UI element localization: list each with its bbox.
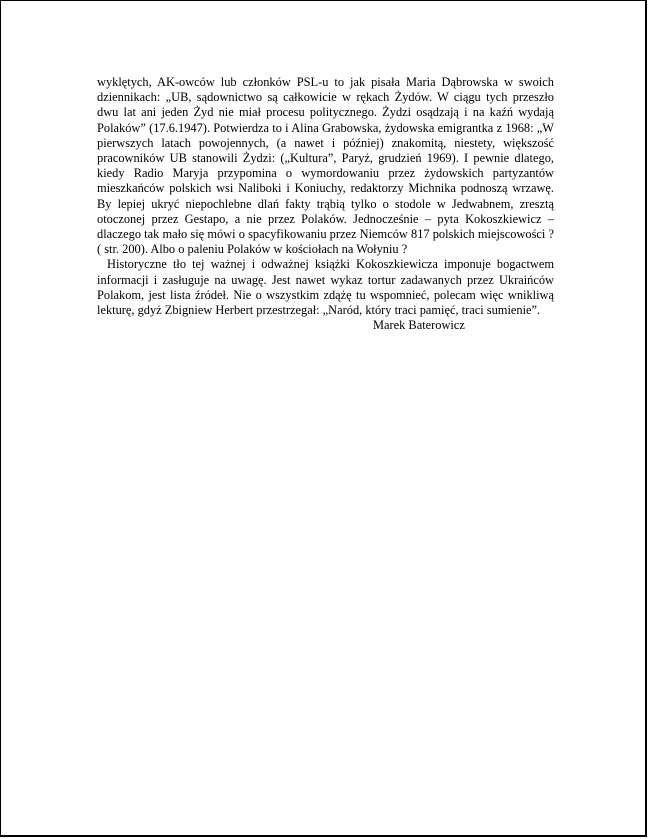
author-signature: Marek Baterowicz bbox=[373, 318, 465, 333]
article-text bbox=[97, 75, 554, 333]
paragraph-2: Historyczne tło tej ważnej i odważnej książki Kokoszkiewicza imponuje bogactwem informacji i zasługuje na uwagę. Jest nawet wykaz tortur zadawanych przez Ukraińców Polakom, jest lista źródeł. Nie o wszystkim zdążę tu wspomnieć, polecam więc wnikliwą lekturę, gdyż Zbigniew Herbert przestrzegał: „Naród, który traci pamięć, traci sumienie”. bbox=[97, 257, 554, 318]
paragraph-1: wyklętych, AK-owców lub członków PSL-u to jak pisała Maria Dąbrowska w swoich dziennikach: „UB, sądownictwo są całkowicie w rękach Żydów. W ciągu tych przeszło dwu lat ani jeden Żyd nie miał procesu politycznego. Żydzi osądzają i na kaźń wydają Polaków” (17.6.1947). Potwierdza to i Alina Grabowska, żydowska emigrantka z 1968: „W pierwszych latach powojennych, (a nawet i później) znakomitą, niestety, większość pracowników UB stanowili Żydzi: („Kultura”, Paryż, grudzień 1969). I pewnie dlatego, kiedy Radio Maryja przypomina o wymordowaniu przez żydowskich partyzantów mieszkańców polskich wsi Naliboki i Koniuchy, redaktorzy Michnika podnoszą wrzawę. By lepiej ukryć niepochlebne dlań fakty trąbią tylko o stodole w Jedwabnem, zresztą otoczonej przez Gestapo, a nie przez Polaków. Jednocześnie – pyta Kokoszkiewicz – dlaczego tak mało się mówi o spacyfikowaniu przez Niemców 817 polskich miejscowości ? ( str. 200). Albo o paleniu Polaków w kościołach na Wołyniu ? bbox=[97, 75, 554, 257]
